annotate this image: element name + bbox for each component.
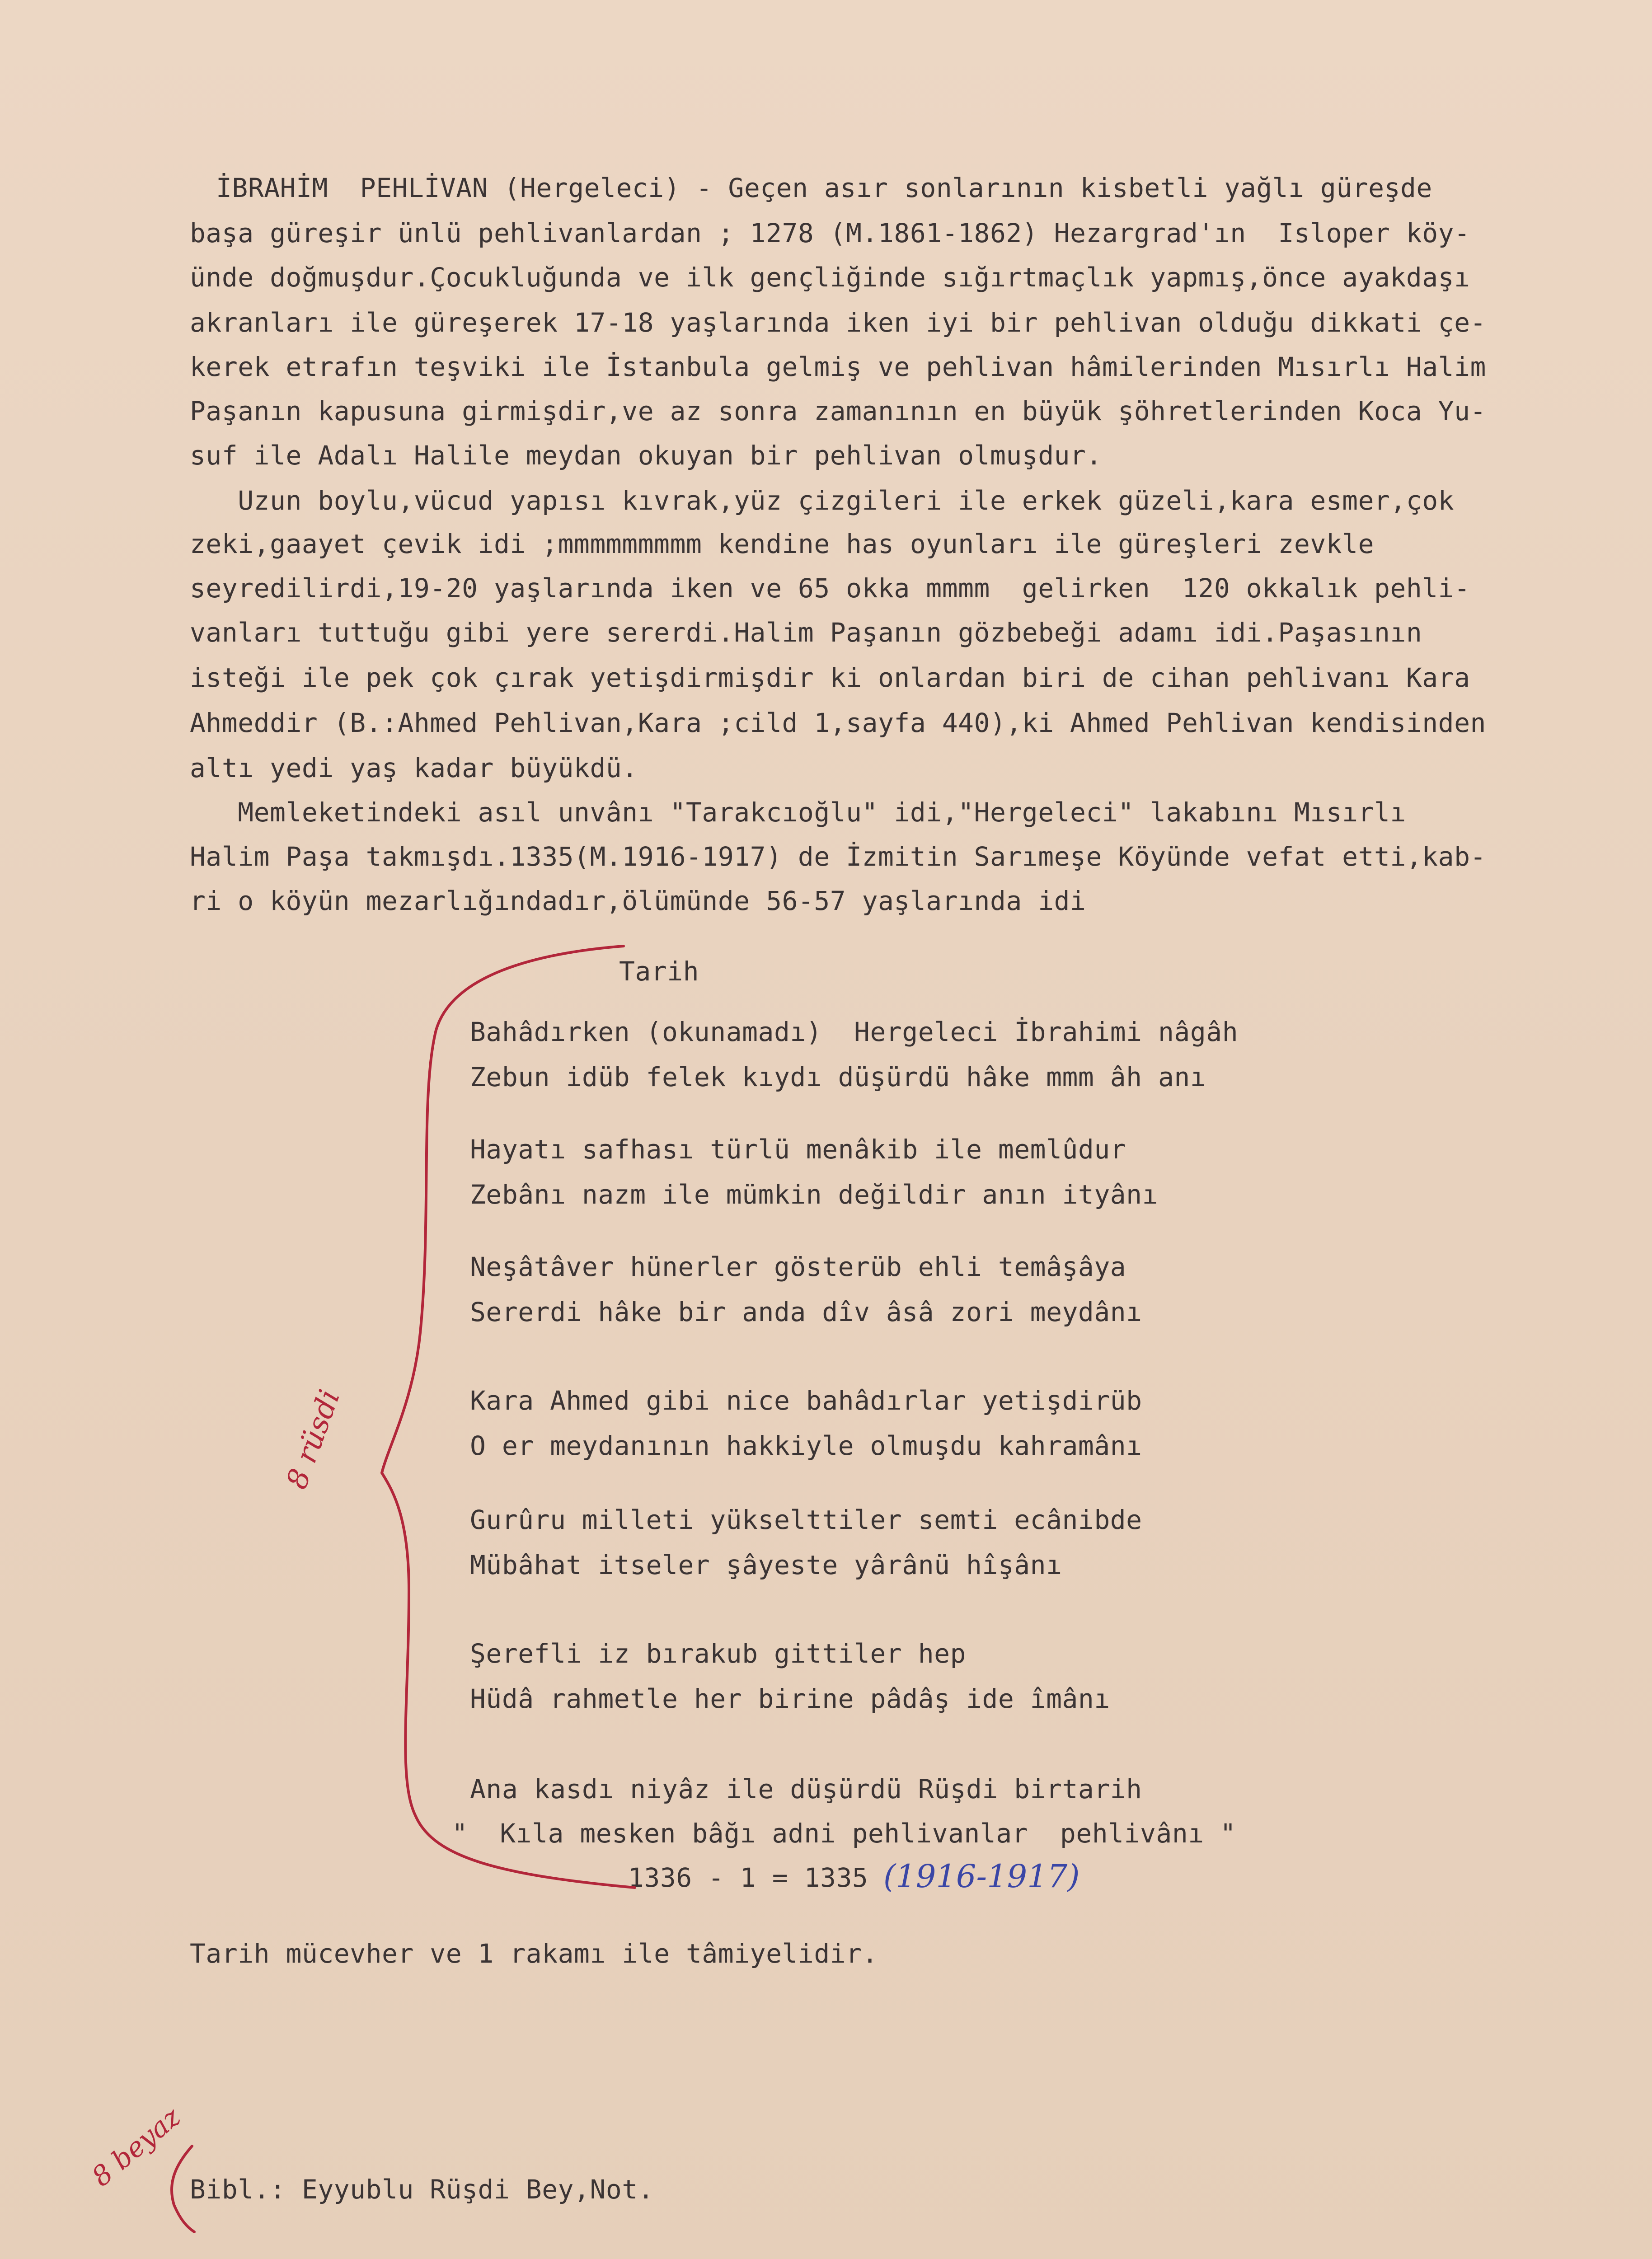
paragraph-2-line: isteği ile pek çok çırak yetişdirmişdir ki onlardan biri de cihan pehlivanı Kara xyxy=(190,662,1470,693)
poem-line: Sererdi hâke bir anda dîv âsâ zori meydânı xyxy=(470,1297,1142,1327)
paragraph-2-line: vanları tuttuğu gibi yere sererdi.Halim Paşanın gözbebeği adamı idi.Paşasının xyxy=(190,617,1422,648)
poem-line: " Kıla mesken bâğı adni pehlivanlar pehlivânı " xyxy=(452,1818,1236,1849)
poem-line: Zebânı nazm ile mümkin değildir anın ityânı xyxy=(470,1179,1159,1210)
poem-line: Neşâtâver hünerler gösterüb ehli temâşâya xyxy=(470,1251,1126,1282)
paragraph-2-line: Ahmeddir (B.:Ahmed Pehlivan,Kara ;cild 1,sayfa 440),ki Ahmed Pehlivan kendisinden xyxy=(190,708,1486,738)
tarih-note: Tarih mücevher ve 1 rakamı ile tâmiyelidir. xyxy=(190,1938,878,1969)
paragraph-1-line: başa güreşir ünlü pehlivanlardan ; 1278 (M.1861-1862) Hezargrad'ın Isloper köy- xyxy=(190,218,1470,248)
poem-line: Gurûru milleti yükselttiler semti ecânibde xyxy=(470,1504,1142,1535)
paragraph-2-line: altı yedi yaş kadar büyükdü. xyxy=(190,753,638,783)
handwritten-date: (1916-1917) xyxy=(883,1858,1080,1895)
poem-line: Şerefli iz bırakub gittiler hep xyxy=(470,1638,966,1669)
paragraph-1-line: kerek etrafın teşviki ile İstanbula gelmiş ve pehlivan hâmilerinden Mısırlı Halim xyxy=(190,352,1486,382)
poem-line: Bahâdırken (okunamadı) Hergeleci İbrahimi nâgâh xyxy=(470,1017,1239,1047)
margin-note-poem: 8 rüsdi xyxy=(280,1385,347,1494)
poem-line: Mübâhat itseler şâyeste yârânü hîşânı xyxy=(470,1550,1062,1580)
paragraph-1-line: İBRAHİM PEHLİVAN (Hergeleci) - Geçen asır sonlarının kisbetli yağlı güreşde xyxy=(216,173,1432,203)
margin-note-bibliography: 8 beyaz xyxy=(86,2101,187,2193)
paragraph-3-line: ri o köyün mezarlığındadır,ölümünde 56-57 yaşlarında idi xyxy=(190,886,1086,916)
bibliography-bracket xyxy=(172,2146,194,2232)
paragraph-2-line: Uzun boylu,vücud yapısı kıvrak,yüz çizgileri ile erkek güzeli,kara esmer,çok xyxy=(190,485,1455,516)
poem-line: Kara Ahmed gibi nice bahâdırlar yetişdirüb xyxy=(470,1385,1142,1416)
paragraph-1-line: akranları ile güreşerek 17-18 yaşlarında iken iyi bir pehlivan olduğu dikkati çe- xyxy=(190,307,1486,338)
calculation-line: 1336 - 1 = 1335 xyxy=(628,1862,868,1893)
bibliography: Bibl.: Eyyublu Rüşdi Bey,Not. xyxy=(190,2174,654,2205)
paragraph-1-line: Paşanın kapusuna girmişdir,ve az sonra zamanının en büyük şöhretlerinden Koca Yu- xyxy=(190,396,1486,426)
poem-line: Hayatı safhası türlü menâkib ile memlûdur xyxy=(470,1134,1126,1165)
paragraph-1-line: ünde doğmuşdur.Çocukluğunda ve ilk gençliğinde sığırtmaçlık yapmış,önce ayakdaşı xyxy=(190,262,1470,293)
paragraph-2-line: zeki,gaayet çevik idi ;mmmmmmmmm kendine has oyunları ile güreşleri zevkle xyxy=(190,529,1375,559)
paragraph-2-line: seyredilirdi,19-20 yaşlarında iken ve 65 okka mmmm gelirken 120 okkalık pehli- xyxy=(190,573,1470,604)
poem-line: O er meydanının hakkiyle olmuşdu kahramânı xyxy=(470,1430,1142,1461)
poem-bracket xyxy=(382,946,635,1888)
poem-line: Hüdâ rahmetle her birine pâdâş ide îmânı xyxy=(470,1683,1110,1714)
paragraph-3-line: Memleketindeki asıl unvânı "Tarakcıoğlu" idi,"Hergeleci" lakabını Mısırlı xyxy=(190,797,1406,828)
paragraph-3-line: Halim Paşa takmışdı.1335(M.1916-1917) de İzmitin Sarımeşe Köyünde vefat etti,kab- xyxy=(190,841,1486,872)
poem-line: Ana kasdı niyâz ile düşürdü Rüşdi birtarih xyxy=(470,1774,1142,1804)
poem-line: Zebun idüb felek kıydı düşürdü hâke mmm âh anı xyxy=(470,1062,1206,1092)
poem-title: Tarih xyxy=(619,956,699,987)
paragraph-1-line: suf ile Adalı Halile meydan okuyan bir pehlivan olmuşdur. xyxy=(190,440,1102,471)
